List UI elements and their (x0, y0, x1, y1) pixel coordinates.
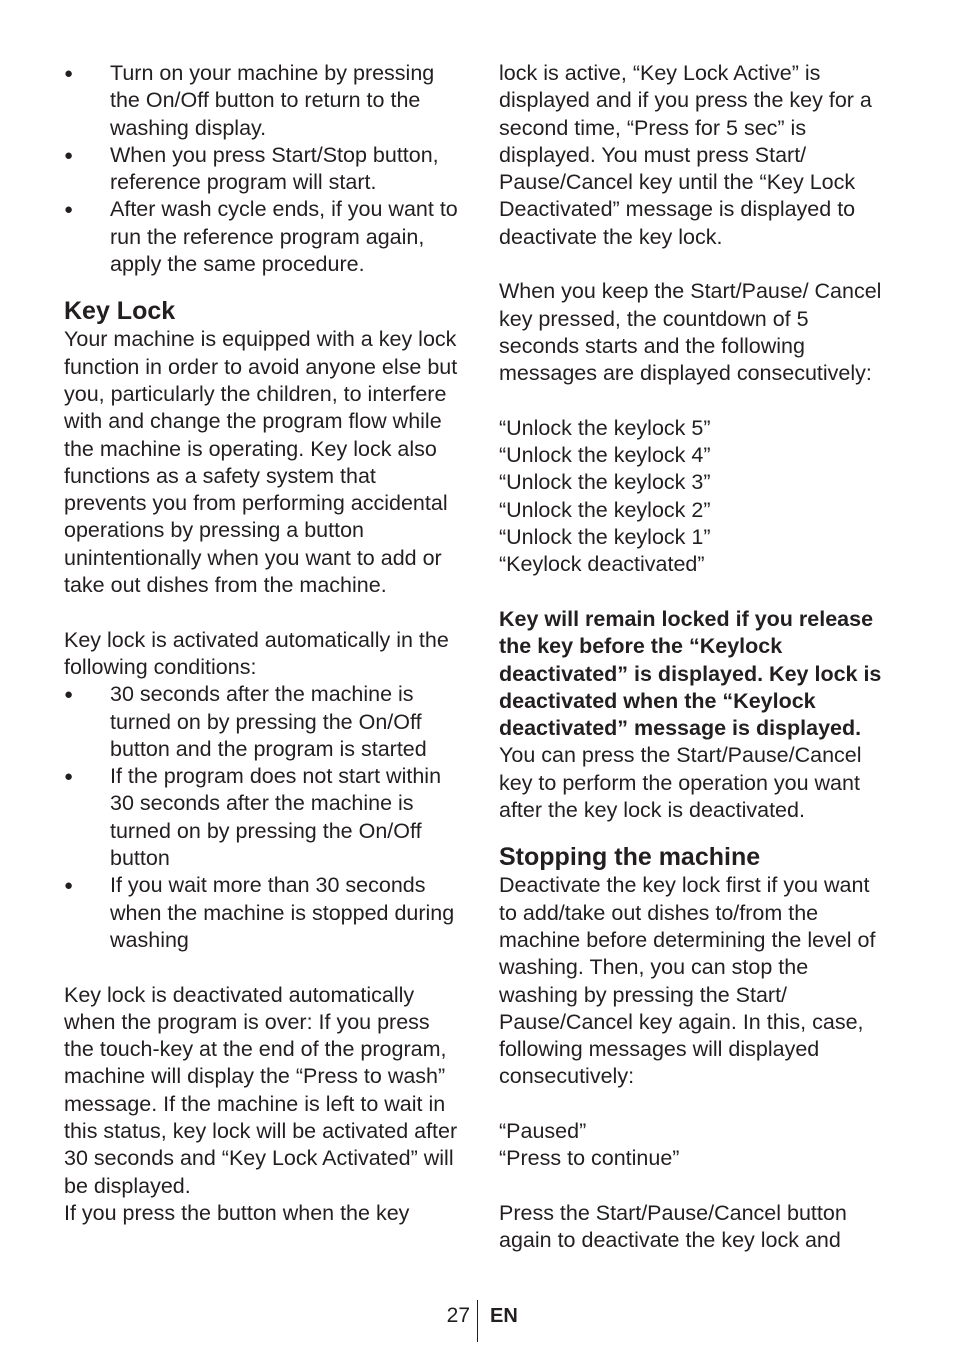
list-item: ● 30 seconds after the machine is turned on by pressing the On/Off button and the program is started (64, 681, 464, 763)
intro-bullet-list (64, 60, 464, 278)
countdown-message-list (499, 415, 889, 579)
key-lock-deactivation-paragraph: Key lock is deactivated automatically when the program is over: If you press the touch-key at the end of the program, machine will display the “Press to wash” message. If the machine is left to wait in this status, key lock will be activated after 30 seconds and “Key Lock Activated” will be displayed. (64, 982, 458, 1198)
stopping-machine-final-paragraph: Press the Start/Pause/Cancel button again to deactivate the key lock and (499, 1200, 847, 1253)
list-item: “Unlock the keylock 5” (499, 415, 711, 440)
left-column (64, 60, 464, 1227)
list-item: “Keylock deactivated” (499, 552, 705, 577)
list-item: ● Turn on your machine by pressing the On/Off button to return to the washing display. (64, 60, 464, 142)
footer-divider (477, 1300, 478, 1342)
key-lock-note-rest: You can press the Start/Pause/Cancel key to perform the operation you want after the key lock is deactivated. (499, 743, 862, 823)
right-column (499, 60, 889, 1254)
list-item: ● When you press Start/Stop button, reference program will start. (64, 142, 464, 197)
list-item: “Unlock the keylock 2” (499, 497, 711, 522)
list-item: “Paused” (499, 1118, 587, 1143)
stopping-machine-paragraph: Deactivate the key lock first if you want to add/take out dishes to/from the machine before determining the level of washing. Then, you can stop the washing by pressing the Start/ Pause/Cancel key again. In this, case, following messages will displayed consecutively: (499, 873, 876, 1089)
key-lock-conditions-list (64, 681, 464, 954)
page-footer (0, 1300, 954, 1344)
key-lock-continued-paragraph: If you press the button when the key (64, 1200, 410, 1225)
list-item: ● If you wait more than 30 seconds when the machine is stopped during washing (64, 872, 464, 954)
countdown-paragraph: When you keep the Start/Pause/ Cancel key pressed, the countdown of 5 seconds starts and the following messages are displayed consecutively: (499, 279, 882, 386)
list-item: “Unlock the keylock 4” (499, 443, 711, 468)
stopping-message-list (499, 1118, 889, 1173)
list-item: ● If the program does not start within 30 seconds after the machine is turned on by pressing the On/Off button (64, 763, 464, 872)
key-lock-conditions-intro: Key lock is activated automatically in the following conditions: (64, 627, 449, 679)
page-number: 27 (446, 1304, 470, 1327)
list-item: “Unlock the keylock 1” (499, 525, 711, 550)
list-item: “Unlock the keylock 3” (499, 470, 711, 495)
list-item: “Press to continue” (499, 1146, 680, 1171)
list-item: ● After wash cycle ends, if you want to run the reference program again, apply the same procedure. (64, 196, 464, 278)
key-lock-heading: Key Lock (64, 297, 176, 326)
key-lock-note (499, 606, 889, 824)
language-code: EN (490, 1305, 518, 1327)
key-lock-active-paragraph: lock is active, “Key Lock Active” is displayed and if you press the key for a second time, “Press for 5 sec” is displayed. You must press Start/ Pause/Cancel key until the “Key Lock Deactivated” message is displayed to deactivate the key lock. (499, 61, 872, 249)
key-lock-bold-note: Key will remain locked if you release the key before the “Keylock deactivated” is displayed. Key lock is deactivated when the “Keylock deactivated” message is displayed. (499, 606, 882, 741)
key-lock-description: Your machine is equipped with a key lock function in order to avoid anyone else but you, particularly the children, to interfere with and change the program flow while the machine is operating. Key lock also functions as a safety system that prevents you from performing accidental operations by pressing a button unintentionally when you want to add or take out dishes from the machine. (64, 327, 458, 598)
stopping-machine-heading: Stopping the machine (499, 843, 761, 872)
